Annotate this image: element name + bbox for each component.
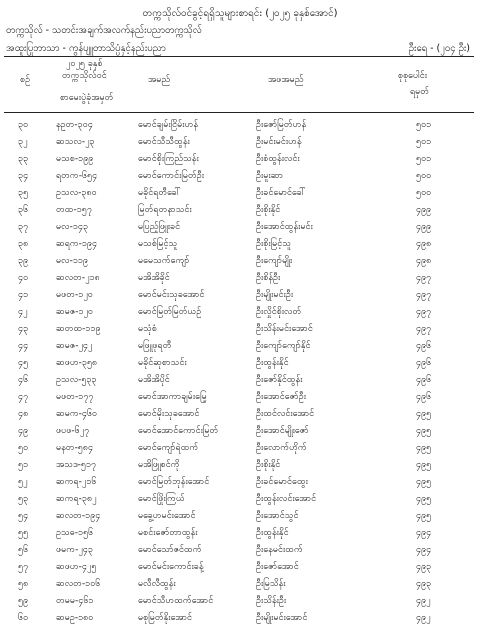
father-name: ဦးဇော်အောင် — [256, 562, 299, 572]
row-number: ၄၃ — [18, 324, 29, 334]
table-row — [0, 560, 480, 577]
total-marks: ၄၉၉ — [416, 205, 432, 215]
father-name: ဦးဇော်နိုင်ထွန်း — [256, 375, 303, 385]
table-row — [0, 356, 480, 373]
roll-number: ဖမက-၂၄၃ — [56, 545, 93, 555]
table-row — [0, 169, 480, 186]
row-number: ၃၅ — [18, 188, 29, 198]
student-name: မဖြူဖုရတီ — [138, 341, 172, 351]
row-number: ၄၆ — [18, 375, 29, 385]
row-number: ၅၄ — [18, 511, 29, 521]
total-marks: ၄၉၂ — [416, 596, 431, 606]
father-name: ဦးစိုးနိုင် — [256, 205, 281, 215]
student-name: မအိဖြူစင်ကို — [138, 460, 180, 470]
total-marks: ၄၉၆ — [416, 358, 432, 368]
roll-number: ဖပဖ-၆၂၇ — [56, 426, 90, 436]
table-row — [0, 339, 480, 356]
table-row — [0, 118, 480, 135]
student-name: မအိအိပိုင် — [138, 375, 170, 385]
father-name: ဦးခင်မောင်ထွေး — [256, 477, 308, 487]
university-line: တက္ကသိုလ် - သတင်းအချက်အလက်နည်းပညာတက္ကသိုလ် — [6, 25, 202, 36]
father-name: ဦးအောင်သွင် — [256, 511, 299, 521]
student-name: မပြည့်ဖြူးခင် — [138, 222, 181, 232]
father-name: ဦးအောင်မျိုးဇော် — [256, 426, 309, 436]
student-name: မောင်မြတ်မြတ်ယဉ် — [138, 307, 202, 317]
father-name: ဦးမူးဆာ — [256, 171, 284, 181]
total-marks: ၄၉၆ — [416, 392, 432, 402]
total-marks: ၄၉၄ — [416, 545, 432, 555]
total-marks: ၄၉၃ — [416, 579, 432, 589]
student-name: မစုမြတ်နိုးအောင် — [138, 613, 193, 623]
column-header-no: စဉ် — [20, 75, 31, 85]
roll-number: ဥသလ-၅၃၃ — [56, 375, 97, 385]
total-marks: ၄၉၄ — [416, 528, 432, 538]
father-name: ဦးကျော်ကျော်နိုင် — [256, 341, 311, 351]
student-name: မောင်ချမ်းငြိမ်းဟန် — [138, 120, 199, 130]
row-number: ၃၉ — [18, 256, 29, 266]
table-row — [0, 509, 480, 526]
student-name: မခိုင်ရတီခေါ် — [138, 188, 181, 198]
row-number: ၄၉ — [18, 426, 29, 436]
student-name: မြတ်ရတနာသင်း — [138, 205, 192, 215]
row-number: ၅၃ — [18, 494, 29, 504]
row-number: ၆၀ — [18, 613, 29, 623]
student-name: မောင်သီသီထွန်း — [138, 137, 190, 147]
roll-number: မဖတ-၁၂၀ — [56, 290, 93, 300]
student-name: မောင်မြတ်ဘုန်းအောင် — [138, 477, 210, 487]
student-count: ဦးရေ - (၂၀၄ ဦး) — [408, 43, 470, 54]
student-name: မောင်အောင်ကောင်းမြတ် — [138, 426, 219, 436]
total-marks: ၅၀၀ — [416, 171, 432, 181]
major-line: အထူးပြုဘာသာ - ကွန်ပျူတာသိပ္ပံနှင့်နည်းပညာ — [6, 43, 166, 54]
header-bottom-rule — [4, 112, 474, 113]
father-name: ဦးမြသိန်း — [256, 579, 286, 589]
roll-number: တမမ-၄၆၁ — [56, 596, 94, 606]
father-name: ဦးစိန်ဦး — [256, 273, 281, 283]
total-marks: ၄၉၇ — [416, 307, 432, 317]
row-number: ၄၄ — [18, 341, 29, 351]
row-number: ၄၁ — [18, 290, 29, 300]
table-row — [0, 543, 480, 560]
father-name: ဦးအောင်ထွန်းမင်း — [256, 222, 313, 232]
total-marks: ၄၉၂ — [416, 613, 431, 623]
total-marks: ၄၉၃ — [416, 562, 432, 572]
row-number: ၅၈ — [18, 579, 29, 589]
roll-number: ဆရက-၁၉၄ — [56, 239, 98, 249]
row-number: ၃၄ — [18, 171, 29, 181]
roll-number: နဥတ-၃၀၄ — [56, 120, 93, 130]
student-name: မအိအိခိုင် — [138, 273, 170, 283]
table-row — [0, 594, 480, 611]
student-name: မောင်စိုးကြည်သန်း — [138, 154, 199, 164]
table-row — [0, 492, 480, 509]
header-top-rule — [4, 56, 474, 57]
results-table — [0, 118, 480, 628]
student-name: မောင်ကျော်ရဲထက် — [138, 443, 199, 453]
table-row — [0, 475, 480, 492]
total-marks: ၄၉၈ — [416, 256, 432, 266]
student-name: မောင်သော်ဇင်ထက် — [138, 545, 202, 555]
table-row — [0, 152, 480, 169]
roll-number: ဆလတ-၁၉၄ — [56, 511, 101, 521]
student-name: မလီလီထွန်း — [138, 579, 176, 589]
student-name: မခိုင်ဆုစာသင်း — [138, 358, 187, 368]
father-name: ဦးသိန်းမင်းအောင် — [256, 324, 313, 334]
roll-number: ဆမဥ-၁၈၀ — [56, 613, 94, 623]
roll-number: မနတ-၅၈၄ — [56, 443, 94, 453]
row-number: ၃၈ — [18, 239, 29, 249]
roll-number: မသစ-၁၉၉ — [56, 154, 94, 164]
total-marks: ၄၉၅ — [416, 443, 432, 453]
father-name: ဦးဇော်မြတ်ဟန် — [256, 120, 307, 130]
column-header-year: ၂၀၂၅ ခုနှစ် — [66, 59, 103, 69]
table-row — [0, 305, 480, 322]
row-number: ၃၆ — [18, 205, 29, 215]
student-name: မခွေ့ဟမင်းအောင် — [138, 511, 196, 521]
roll-number: ဥသလ-၃၈၀ — [56, 188, 97, 198]
student-name: မောင်ဖြိုးကြယ် — [138, 494, 185, 504]
roll-number: တထ-၁၅၇ — [56, 205, 92, 215]
student-name: မောင်မင်းကောင်းခန့် — [138, 562, 204, 572]
roll-number: ဆမဇ-၁၂၀ — [56, 307, 93, 317]
column-header-name: အမည် — [148, 75, 171, 85]
roll-number: ဆကရ-၃၈၂ — [56, 494, 97, 504]
table-row — [0, 458, 480, 475]
father-name: ဦးထင်လင်းအောင် — [256, 409, 315, 419]
roll-number: ဆလတ-၂၁၈ — [56, 273, 100, 283]
row-number: ၄၂ — [18, 307, 28, 317]
table-row — [0, 271, 480, 288]
roll-number: မလ-၁၁၉ — [56, 256, 89, 266]
roll-number: ဆသလ-၂၃ — [56, 137, 95, 147]
column-header-father: အဖအမည် — [268, 75, 304, 85]
row-number: ၅၆ — [18, 545, 29, 555]
total-marks: ၄၉၆ — [416, 375, 432, 385]
father-name: ဦးမျိုးမင်းအောင် — [256, 613, 308, 623]
father-name: ဦးထွန်းနိုင် — [256, 358, 289, 368]
father-name: ဦးနေမင်းထက် — [256, 545, 303, 555]
father-name: ဦးမင်းမင်းဟန် — [256, 137, 302, 147]
row-number: ၅၉ — [18, 596, 29, 606]
column-header-roll-line2: စာမေးပွဲခုံအမှတ် — [60, 93, 114, 103]
table-row — [0, 186, 480, 203]
father-name: ဦးထွန်းနိုင် — [256, 528, 289, 538]
total-marks: ၄၉၇ — [416, 324, 432, 334]
roll-number: ဆကရ-၂၁၆ — [56, 477, 97, 487]
student-name: မောင်မင်းသုခအောင် — [138, 290, 205, 300]
student-name: မသုံစံ — [138, 324, 157, 334]
total-marks: ၄၉၅ — [416, 511, 432, 521]
total-marks: ၄၉၉ — [416, 222, 432, 232]
total-marks: ၄၉၅ — [416, 409, 432, 419]
total-marks: ၅၀၁ — [416, 137, 432, 147]
row-number: ၅၇ — [18, 562, 29, 572]
table-row — [0, 390, 480, 407]
student-name: မသစ်မြင့်သူ — [138, 239, 178, 249]
table-row — [0, 203, 480, 220]
father-name: ဦးသိန်းဦး — [256, 596, 287, 606]
row-number: ၅၂ — [18, 477, 28, 487]
table-row — [0, 424, 480, 441]
table-row — [0, 254, 480, 271]
table-row — [0, 577, 480, 594]
row-number: ၃၀ — [18, 120, 29, 130]
row-number: ၃၃ — [18, 154, 29, 164]
student-name: မောင်သီဟထက်အောင် — [138, 596, 214, 606]
father-name: ဦးစိုးမြင့်သူ — [256, 239, 291, 249]
student-name: မစင်းဇော်တာထွန်း — [138, 528, 198, 538]
roll-number: ဆလတ-၁၀၆ — [56, 579, 101, 589]
total-marks: ၅၀၁ — [416, 154, 432, 164]
father-name: ဦးစံထွန်းလင်း — [256, 154, 300, 164]
row-number: ၅၅ — [18, 528, 29, 538]
total-marks: ၅၀၁ — [416, 120, 432, 130]
total-marks: ၄၉၅ — [416, 460, 432, 470]
column-header-marks: စုစုပေါင်း — [398, 71, 427, 81]
table-row — [0, 407, 480, 424]
student-name: မမေသက်ကျော် — [138, 256, 190, 266]
row-number: ၄၇ — [18, 392, 29, 402]
father-name: ဦးလောက်ဟိုက် — [256, 443, 307, 453]
total-marks: ၄၉၇ — [416, 290, 432, 300]
page-title: တက္ကသိုလ်ဝင်ခွင့်ရရှိသူများစာရင်း (၂၀၂၅ ခုနှစ်အောင်) — [142, 8, 338, 19]
roll-number: မလ-၁၄၃ — [56, 222, 89, 232]
row-number: ၄၈ — [18, 409, 29, 419]
roll-number: အသဒ-၅၁၇ — [56, 460, 97, 470]
father-name: ဦးအောင်ဇော်ဦး — [256, 392, 306, 402]
row-number: ၃၂ — [18, 137, 28, 147]
row-number: ၅၀ — [18, 443, 29, 453]
row-number: ၄၅ — [18, 358, 29, 368]
total-marks: ၄၉၆ — [416, 341, 432, 351]
father-name: ဦးစိုးနိုင် — [256, 460, 281, 470]
roll-number: ရတက-၆၅၄ — [56, 171, 98, 181]
father-name: ဦးကျော်မျိုး — [256, 256, 293, 266]
total-marks: ၄၉၅ — [416, 426, 432, 436]
row-number: ၃၇ — [18, 222, 29, 232]
total-marks: ၄၉၇ — [416, 273, 432, 283]
column-header-marks-line2: ရမှတ် — [410, 87, 430, 97]
roll-number: ဆဖဟ-၃၅၈ — [56, 358, 98, 368]
row-number: ၄၀ — [18, 273, 29, 283]
roll-number: ဆမက-၄၆၀ — [56, 409, 98, 419]
total-marks: ၄၉၅ — [416, 494, 432, 504]
table-row — [0, 135, 480, 152]
table-row — [0, 288, 480, 305]
table-row — [0, 526, 480, 543]
roll-number: ဆတထ-၁၁၉ — [56, 324, 101, 334]
table-row — [0, 220, 480, 237]
table-row — [0, 441, 480, 458]
father-name: ဦးမျိုးမင်းဦး — [256, 290, 294, 300]
student-name: မောင်ကောင်းမြတ်ဦး — [138, 171, 205, 181]
student-name: မောင်မိုးသုခအောင် — [138, 409, 200, 419]
roll-number: ဆဖဟ-၄၂၅ — [56, 562, 97, 572]
table-row — [0, 237, 480, 254]
father-name: ဦးထွန်းလင်းအောင် — [256, 494, 317, 504]
total-marks: ၄၉၅ — [416, 477, 432, 487]
row-number: ၅၁ — [18, 460, 29, 470]
father-name: ဦးလှိုင်စိုးလတ် — [256, 307, 302, 317]
table-row — [0, 322, 480, 339]
roll-number: မဖတ-၁၇၇ — [56, 392, 94, 402]
column-header-roll: တက္ကသိုလ်ဝင် — [62, 71, 107, 81]
roll-number: ဆမဇ-၂၄၂ — [56, 341, 93, 351]
total-marks: ၄၉၈ — [416, 239, 432, 249]
total-marks: ၅၀၀ — [416, 188, 432, 198]
table-row — [0, 611, 480, 628]
roll-number: ဥသဓ-၁၅၆ — [56, 528, 94, 538]
father-name: ဦးခင်မောင်ခေါ် — [256, 188, 306, 198]
student-name: မောင်အာကာချမ်းမြေ့ — [138, 392, 207, 402]
table-row — [0, 373, 480, 390]
